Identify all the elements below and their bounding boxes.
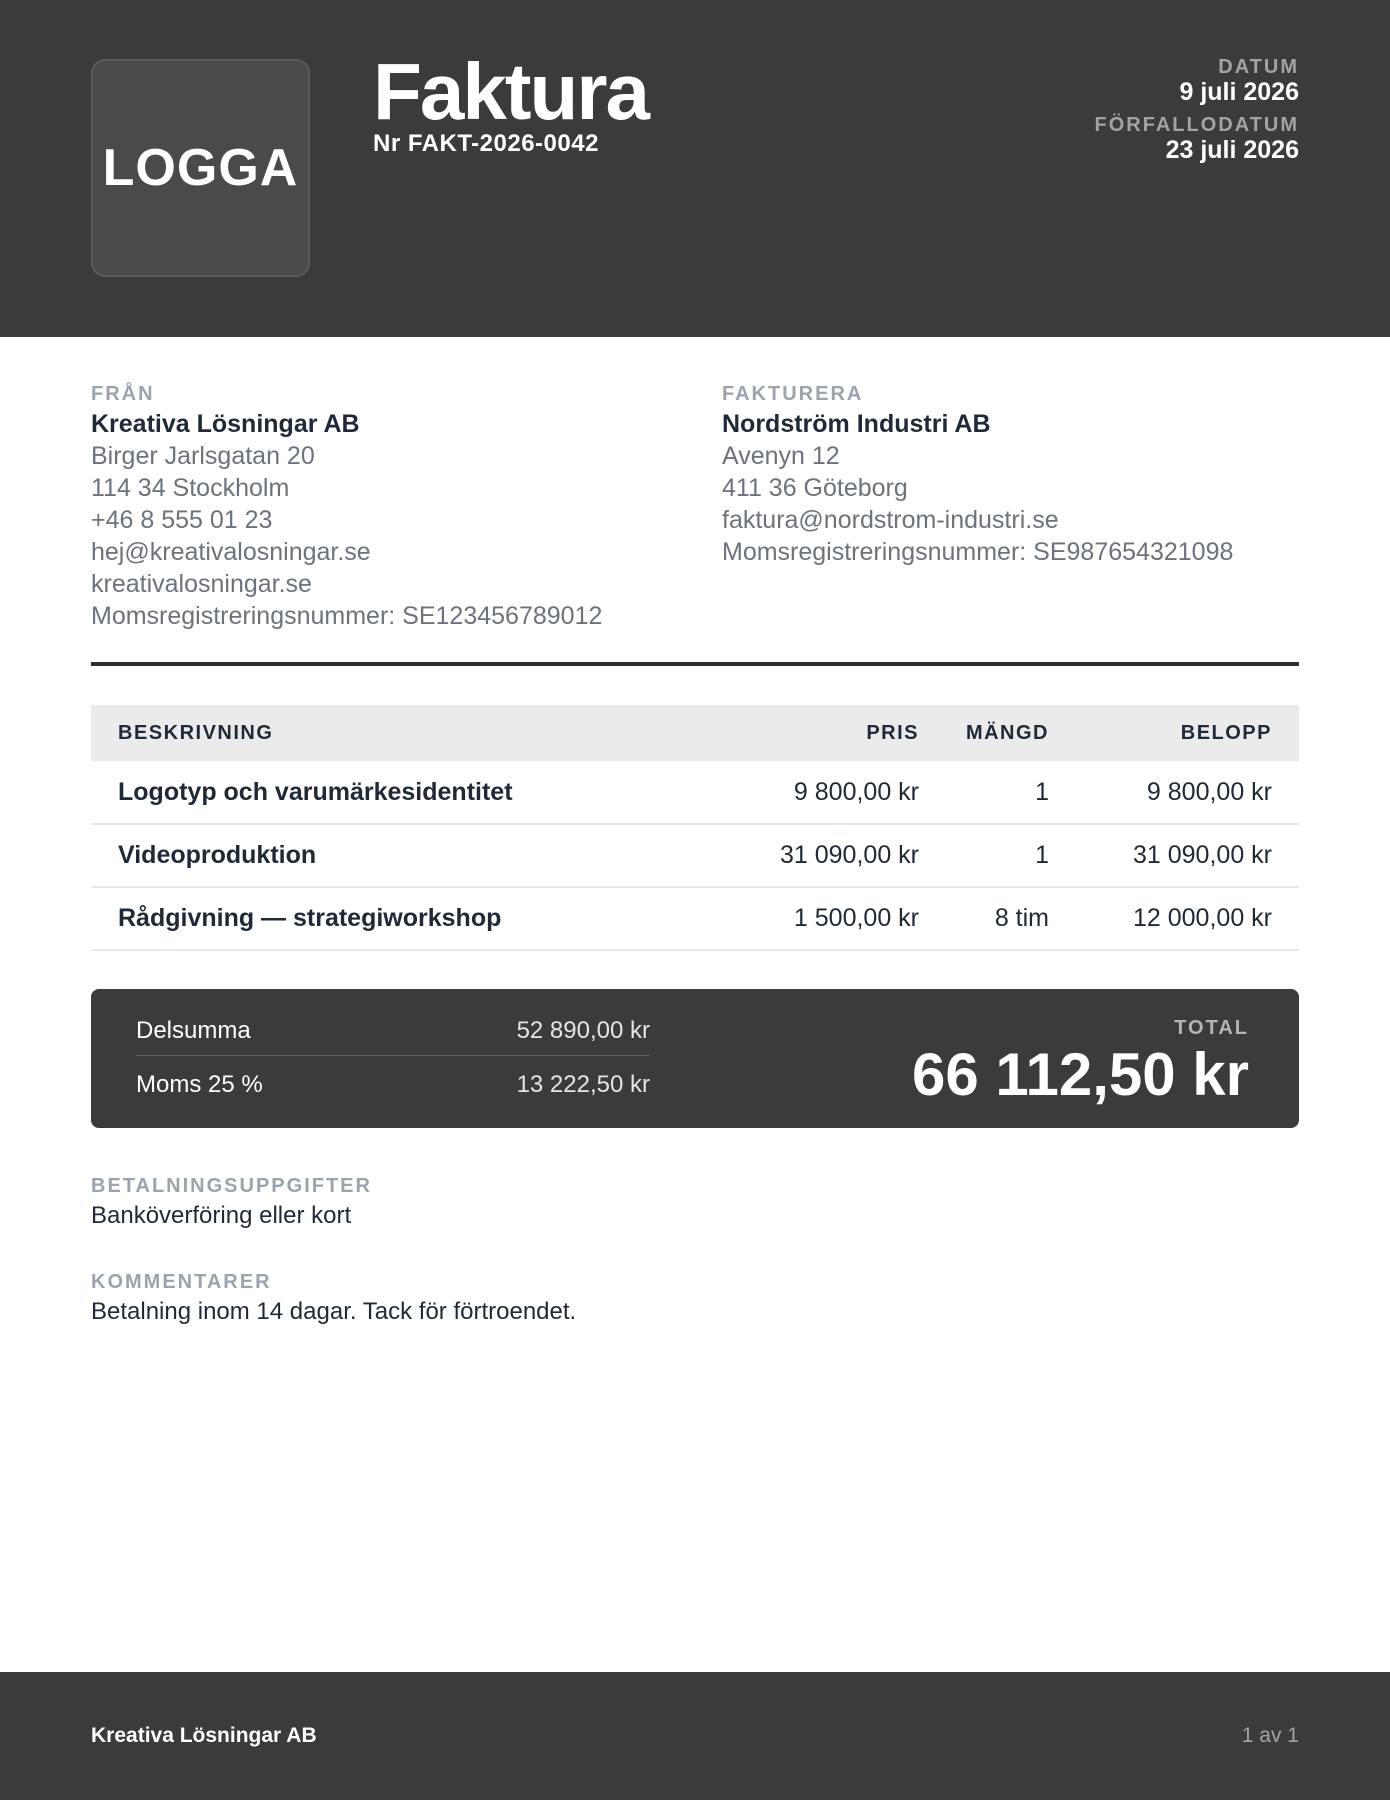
payment-text: Banköverföring eller kort	[91, 1202, 352, 1229]
recipient-vat-number: Momsregistreringsnummer: SE987654321098	[722, 538, 1234, 566]
row-description: Videoproduktion	[91, 824, 691, 887]
recipient-label: FAKTURERA	[722, 383, 864, 405]
row-description: Logotyp och varumärkesidentitet	[91, 761, 691, 824]
recipient-city: 411 36 Göteborg	[722, 474, 908, 502]
vat-row	[136, 1071, 650, 1099]
payment-section	[91, 1172, 372, 1232]
logo-placeholder	[91, 59, 310, 277]
table-header-row	[91, 705, 1299, 761]
subtotal-value: 52 890,00 kr	[516, 1017, 650, 1044]
table-row	[91, 887, 1299, 950]
row-quantity: 1	[941, 761, 1071, 824]
sender-block	[91, 380, 602, 632]
header-price: PRIS	[691, 705, 941, 761]
invoice-header	[0, 0, 1390, 337]
comments-label: KOMMENTARER	[91, 1271, 272, 1293]
header-description: BESKRIVNING	[91, 705, 691, 761]
due-date-value: 23 juli 2026	[1165, 136, 1299, 164]
due-date-label: FÖRFALLODATUM	[1094, 114, 1299, 136]
comments-section	[91, 1268, 576, 1328]
totals-panel	[91, 989, 1299, 1128]
sender-vat-number: Momsregistreringsnummer: SE123456789012	[91, 602, 603, 630]
row-description: Rådgivning — strategiworkshop	[91, 887, 691, 950]
row-quantity: 1	[941, 824, 1071, 887]
sender-email: hej@kreativalosningar.se	[91, 538, 371, 566]
vat-value: 13 222,50 kr	[516, 1071, 650, 1098]
sender-name: Kreativa Lösningar AB	[91, 410, 360, 438]
table-row	[91, 824, 1299, 887]
sender-label: FRÅN	[91, 383, 155, 405]
vat-label: Moms 25 %	[136, 1071, 263, 1098]
page-title: Faktura	[373, 47, 648, 136]
table-row	[91, 761, 1299, 824]
row-amount: 12 000,00 kr	[1071, 887, 1299, 950]
section-divider	[91, 662, 1299, 666]
payment-label: BETALNINGSUPPGIFTER	[91, 1175, 372, 1197]
recipient-name: Nordström Industri AB	[722, 410, 991, 438]
invoice-dates	[1095, 56, 1300, 164]
footer-company: Kreativa Lösningar AB	[91, 1724, 317, 1747]
sender-city: 114 34 Stockholm	[91, 474, 290, 502]
header-quantity: MÄNGD	[941, 705, 1071, 761]
total-value: 66 112,50 kr	[911, 1041, 1249, 1108]
header-amount: BELOPP	[1071, 705, 1299, 761]
comments-text: Betalning inom 14 dagar. Tack för förtroendet.	[91, 1298, 577, 1325]
invoice-footer	[0, 1672, 1390, 1800]
total-label: TOTAL	[1174, 1017, 1249, 1039]
recipient-block	[722, 380, 1233, 568]
row-price: 31 090,00 kr	[691, 824, 941, 887]
recipient-email: faktura@nordstrom-industri.se	[722, 506, 1059, 534]
recipient-address: Avenyn 12	[722, 442, 840, 470]
date-value: 9 juli 2026	[1179, 78, 1299, 106]
sender-phone: +46 8 555 01 23	[91, 506, 273, 534]
invoice-number: Nr FAKT-2026-0042	[373, 130, 599, 157]
sender-address: Birger Jarlsgatan 20	[91, 442, 315, 470]
date-label: DATUM	[1218, 56, 1299, 78]
row-quantity: 8 tim	[941, 887, 1071, 950]
sender-website: kreativalosningar.se	[91, 570, 312, 598]
subtotal-label: Delsumma	[136, 1017, 251, 1044]
line-items-table	[91, 705, 1299, 951]
page-indicator: 1 av 1	[1241, 1724, 1299, 1747]
row-amount: 31 090,00 kr	[1071, 824, 1299, 887]
row-price: 9 800,00 kr	[691, 761, 941, 824]
subtotal-row	[136, 1017, 650, 1056]
row-price: 1 500,00 kr	[691, 887, 941, 950]
logo-text: LOGGA	[102, 139, 299, 197]
row-amount: 9 800,00 kr	[1071, 761, 1299, 824]
